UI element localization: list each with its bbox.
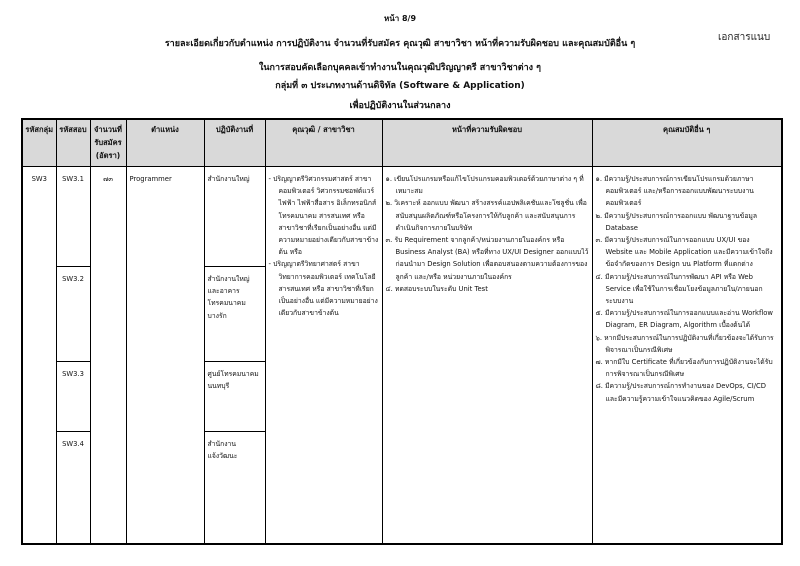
exam-code-cell: SW3.2 (56, 267, 90, 362)
col-header-location: ปฏิบัติงานที่ (204, 119, 265, 167)
responsibility-item: ๓. รับ Requirement จากลูกค้า/หน่วยงานภายในองค์กร หรือ Business Analyst (BA) หรือที่ทาง UX/UI Designer ออกแบบไว้ ก่อนนำมา Design Solution เพื่อตอบสนองตามความต้องการของลูกค้า และ/หรือ หน่วยงานภายในองค์กร (385, 236, 589, 281)
col-header-position: ตำแหน่ง (126, 119, 204, 167)
responsibilities-cell (382, 167, 592, 544)
document-subtitle: ในการสอบคัดเลือกบุคคลเข้าทำงานในคุณวุฒิปริญญาตรี สาขาวิชาต่าง ๆ (258, 63, 542, 73)
other-qualification-item: ๕. มีความรู้/ประสบการณ์ในการออกแบบและอ่าน Workflow Diagram, ER Diagram, Algorithm เบื้องต้นได้ (595, 309, 773, 330)
col-header-exam-code: รหัสสอบ (56, 119, 90, 167)
exam-code-cell: SW3.3 (56, 362, 90, 432)
responsibility-item: ๒. วิเคราะห์ ออกแบบ พัฒนา สร้างสรรค์แอปพลิเคชันและโซลูชั่น เพื่อสนับสนุนผลิตภัณฑ์หรือโครงการให้กับลูกค้า และสนับสนุนการดำเนินกิจการภายในบริษัท (385, 199, 587, 232)
count-cell: ๗๓ (90, 167, 126, 544)
other-qualification-item: ๑. มีความรู้/ประสบการณ์การเขียนโปรแกรมด้วยภาษาคอมพิวเตอร์ และ/หรือการออกแบบพัฒนาระบบงานคอมพิวเตอร์ (595, 175, 754, 208)
other-qualification-item: ๔. มีความรู้/ประสบการณ์ในการพัฒนา API หรือ Web Service เพื่อใช้ในการเชื่อมโยงข้อมูลภายใน/ภายนอกระบบงาน (595, 272, 763, 306)
group-title: กลุ่มที่ ๓ ประเภทงานด้านดิจิทัล (Software & Application) (275, 81, 525, 91)
location-cell: สำนักงาน แจ้งวัฒนะ (204, 432, 265, 544)
table-header-row (22, 119, 782, 167)
col-header-count: จำนวนที่รับสมัคร (อัตรา) (90, 119, 126, 167)
table-row (22, 167, 782, 267)
qualification-item: - ปริญญาตรีวิศวกรรมศาสตร์ สาขาคอมพิวเตอร์ วิศวกรรมซอฟต์แวร์ ไฟฟ้า ไฟฟ้าสื่อสาร อิเล็กทรอนิกส์ โทรคมนาคม สารสนเทศ หรือ สาขาวิชาที่เรียกเป็นอย่างอื่น แต่มีความหมายอย่างเดียวกับสาขาข้างต้น หรือ (268, 175, 379, 257)
attachment-label: เอกสารแนบ (718, 32, 771, 43)
other-qualification-item: ๓. มีความรู้/ประสบการณ์ในการออกแบบ UX/UI ของ Website และ Mobile Application และมีความเข้าใจถึงข้อจำกัดของการ Design บน Platform ที่แตกต่าง (595, 236, 773, 269)
location-cell: สำนักงานใหญ่ และอาคารโทรคมนาคม บางรัก (204, 267, 265, 362)
responsibility-item: ๑. เขียนโปรแกรมหรือแก้ไขโปรแกรมคอมพิวเตอร์ด้วยภาษาต่าง ๆ ที่เหมาะสม (385, 175, 584, 196)
col-header-responsibilities: หน้าที่ความรับผิดชอบ (382, 119, 592, 167)
exam-code-cell: SW3.4 (56, 432, 90, 544)
other-qualification-item: ๗. หากมีใบ Certificate ที่เกี่ยวข้องกับการปฏิบัติงานจะได้รับการพิจารณาเป็นกรณีพิเศษ (595, 358, 773, 379)
positions-table (21, 118, 783, 545)
responsibility-item: ๔. ทดสอบระบบในระดับ Unit Test (385, 284, 488, 293)
qualification-item: - ปริญญาตรีวิทยาศาสตร์ สาขาวิทยาการคอมพิวเตอร์ เทคโนโลยีสารสนเทศ หรือ สาขาวิชาที่เรียกเป็นอย่างอื่น แต่มีความหมายอย่างเดียวกับสาขาข้างต้น (268, 260, 378, 318)
location-cell: สำนักงานใหญ่ (204, 167, 265, 267)
other-qualification-item: ๒. มีความรู้/ประสบการณ์การออกแบบ พัฒนาฐานข้อมูล Database (595, 211, 758, 232)
page-number: หน้า 8/9 (383, 14, 417, 23)
exam-code-cell: SW3.1 (56, 167, 90, 267)
location-cell: ศูนย์โทรคมนาคม นนทบุรี (204, 362, 265, 432)
other-qualification-item: ๘. มีความรู้/ประสบการณ์การทำงานของ DevOps, CI/CD และมีความรู้ความเข้าใจแนวคิดของ Agile/Scrum (595, 382, 766, 403)
other-qualification-item: ๖. หากมีประสบการณ์ในการปฏิบัติงานที่เกี่ยวข้องจะได้รับการพิจารณาเป็นกรณีพิเศษ (595, 333, 774, 354)
work-location-title: เพื่อปฏิบัติงานในส่วนกลาง (349, 101, 451, 111)
group-code-cell: SW3 (22, 167, 56, 544)
qualification-cell (265, 167, 382, 544)
document-title: รายละเอียดเกี่ยวกับตำแหน่ง การปฏิบัติงาน จำนวนที่รับสมัคร คุณวุฒิ สาขาวิชา หน้าที่ความรับผิดชอบ และคุณสมบัติอื่น ๆ (164, 39, 636, 49)
col-header-qualification: คุณวุฒิ / สาขาวิชา (265, 119, 382, 167)
other-qualifications-cell (592, 167, 782, 544)
position-cell: Programmer (126, 167, 204, 544)
col-header-group-code: รหัสกลุ่ม (22, 119, 56, 167)
col-header-other-qualifications: คุณสมบัติอื่น ๆ (592, 119, 782, 167)
